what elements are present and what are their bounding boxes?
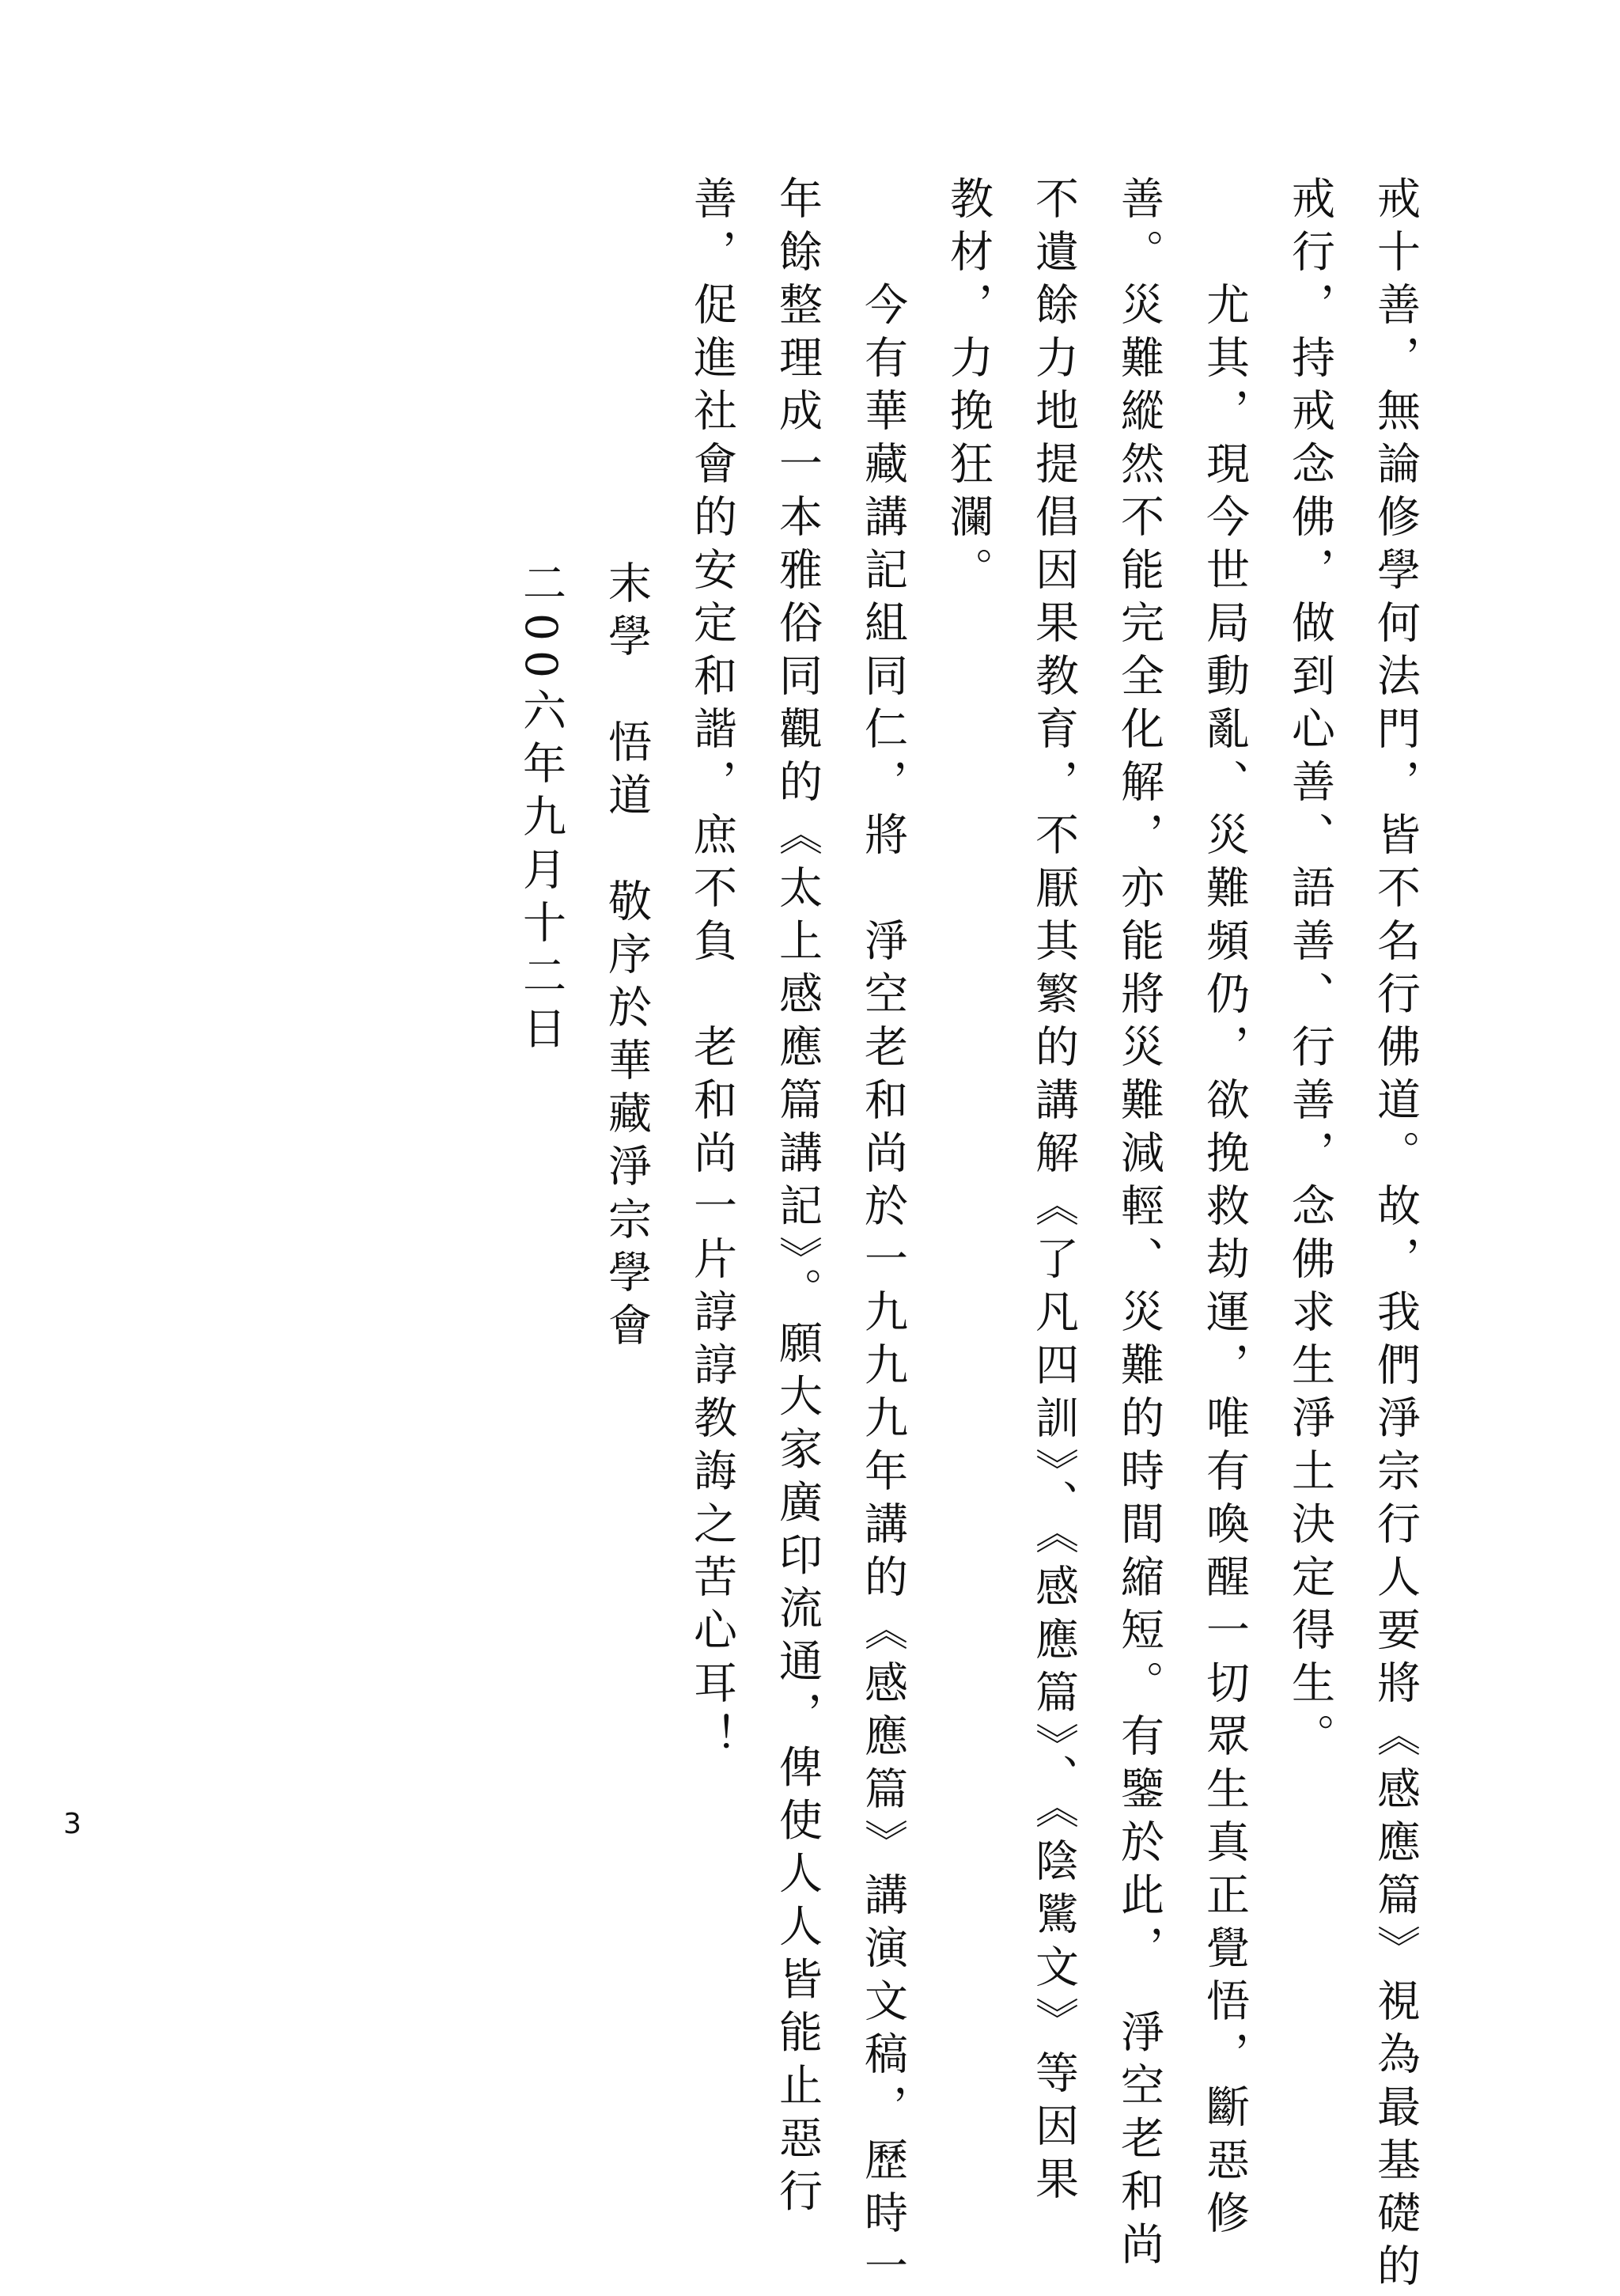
page-number: 3 xyxy=(63,1808,81,1840)
text-column-3: 尤其，現今世局動亂、災難頻仍，欲挽救劫運，唯有喚醒一切眾生真正覺悟，斷惡修 xyxy=(1199,282,1250,2243)
text-column-9: 善，促進社會的安定和諧，庶不負 老和尚一片諄諄教誨之苦心耳！ xyxy=(687,176,737,1766)
text-column-8: 年餘整理成一本雅俗同觀的《太上感應篇講記》。願大家廣印流通，俾使人人皆能止惡行 xyxy=(772,176,823,2222)
text-column-5: 不遺餘力地提倡因果教育，不厭其繁的講解《了凡四訓》、《感應篇》、《陰騭文》等因果 xyxy=(1028,176,1079,2209)
text-column-4: 善。災難縱然不能完全化解，亦能將災難減輕、災難的時間縮短。有鑒於此， 淨空老和尚 xyxy=(1114,176,1164,2275)
signature-line: 末學 悟道 敬序於華藏淨宗學會 xyxy=(601,560,652,1355)
preface-text xyxy=(498,176,1438,2296)
text-column-6: 教材，力挽狂瀾。 xyxy=(943,176,994,600)
text-column-1: 戒十善，無論修學何法門，皆不名行佛道。故，我們淨宗行人要將《感應篇》視為最基礎的 xyxy=(1370,176,1421,2296)
text-column-7: 今有華藏講記組同仁，將 淨空老和尚於一九九九年講的《感應篇》講演文稿，歷時一 xyxy=(857,282,908,2296)
date-line: 二00六年九月十二日 xyxy=(516,560,566,1059)
text-column-2: 戒行，持戒念佛，做到心善、語善、行善，念佛求生淨土決定得生。 xyxy=(1285,176,1335,1766)
